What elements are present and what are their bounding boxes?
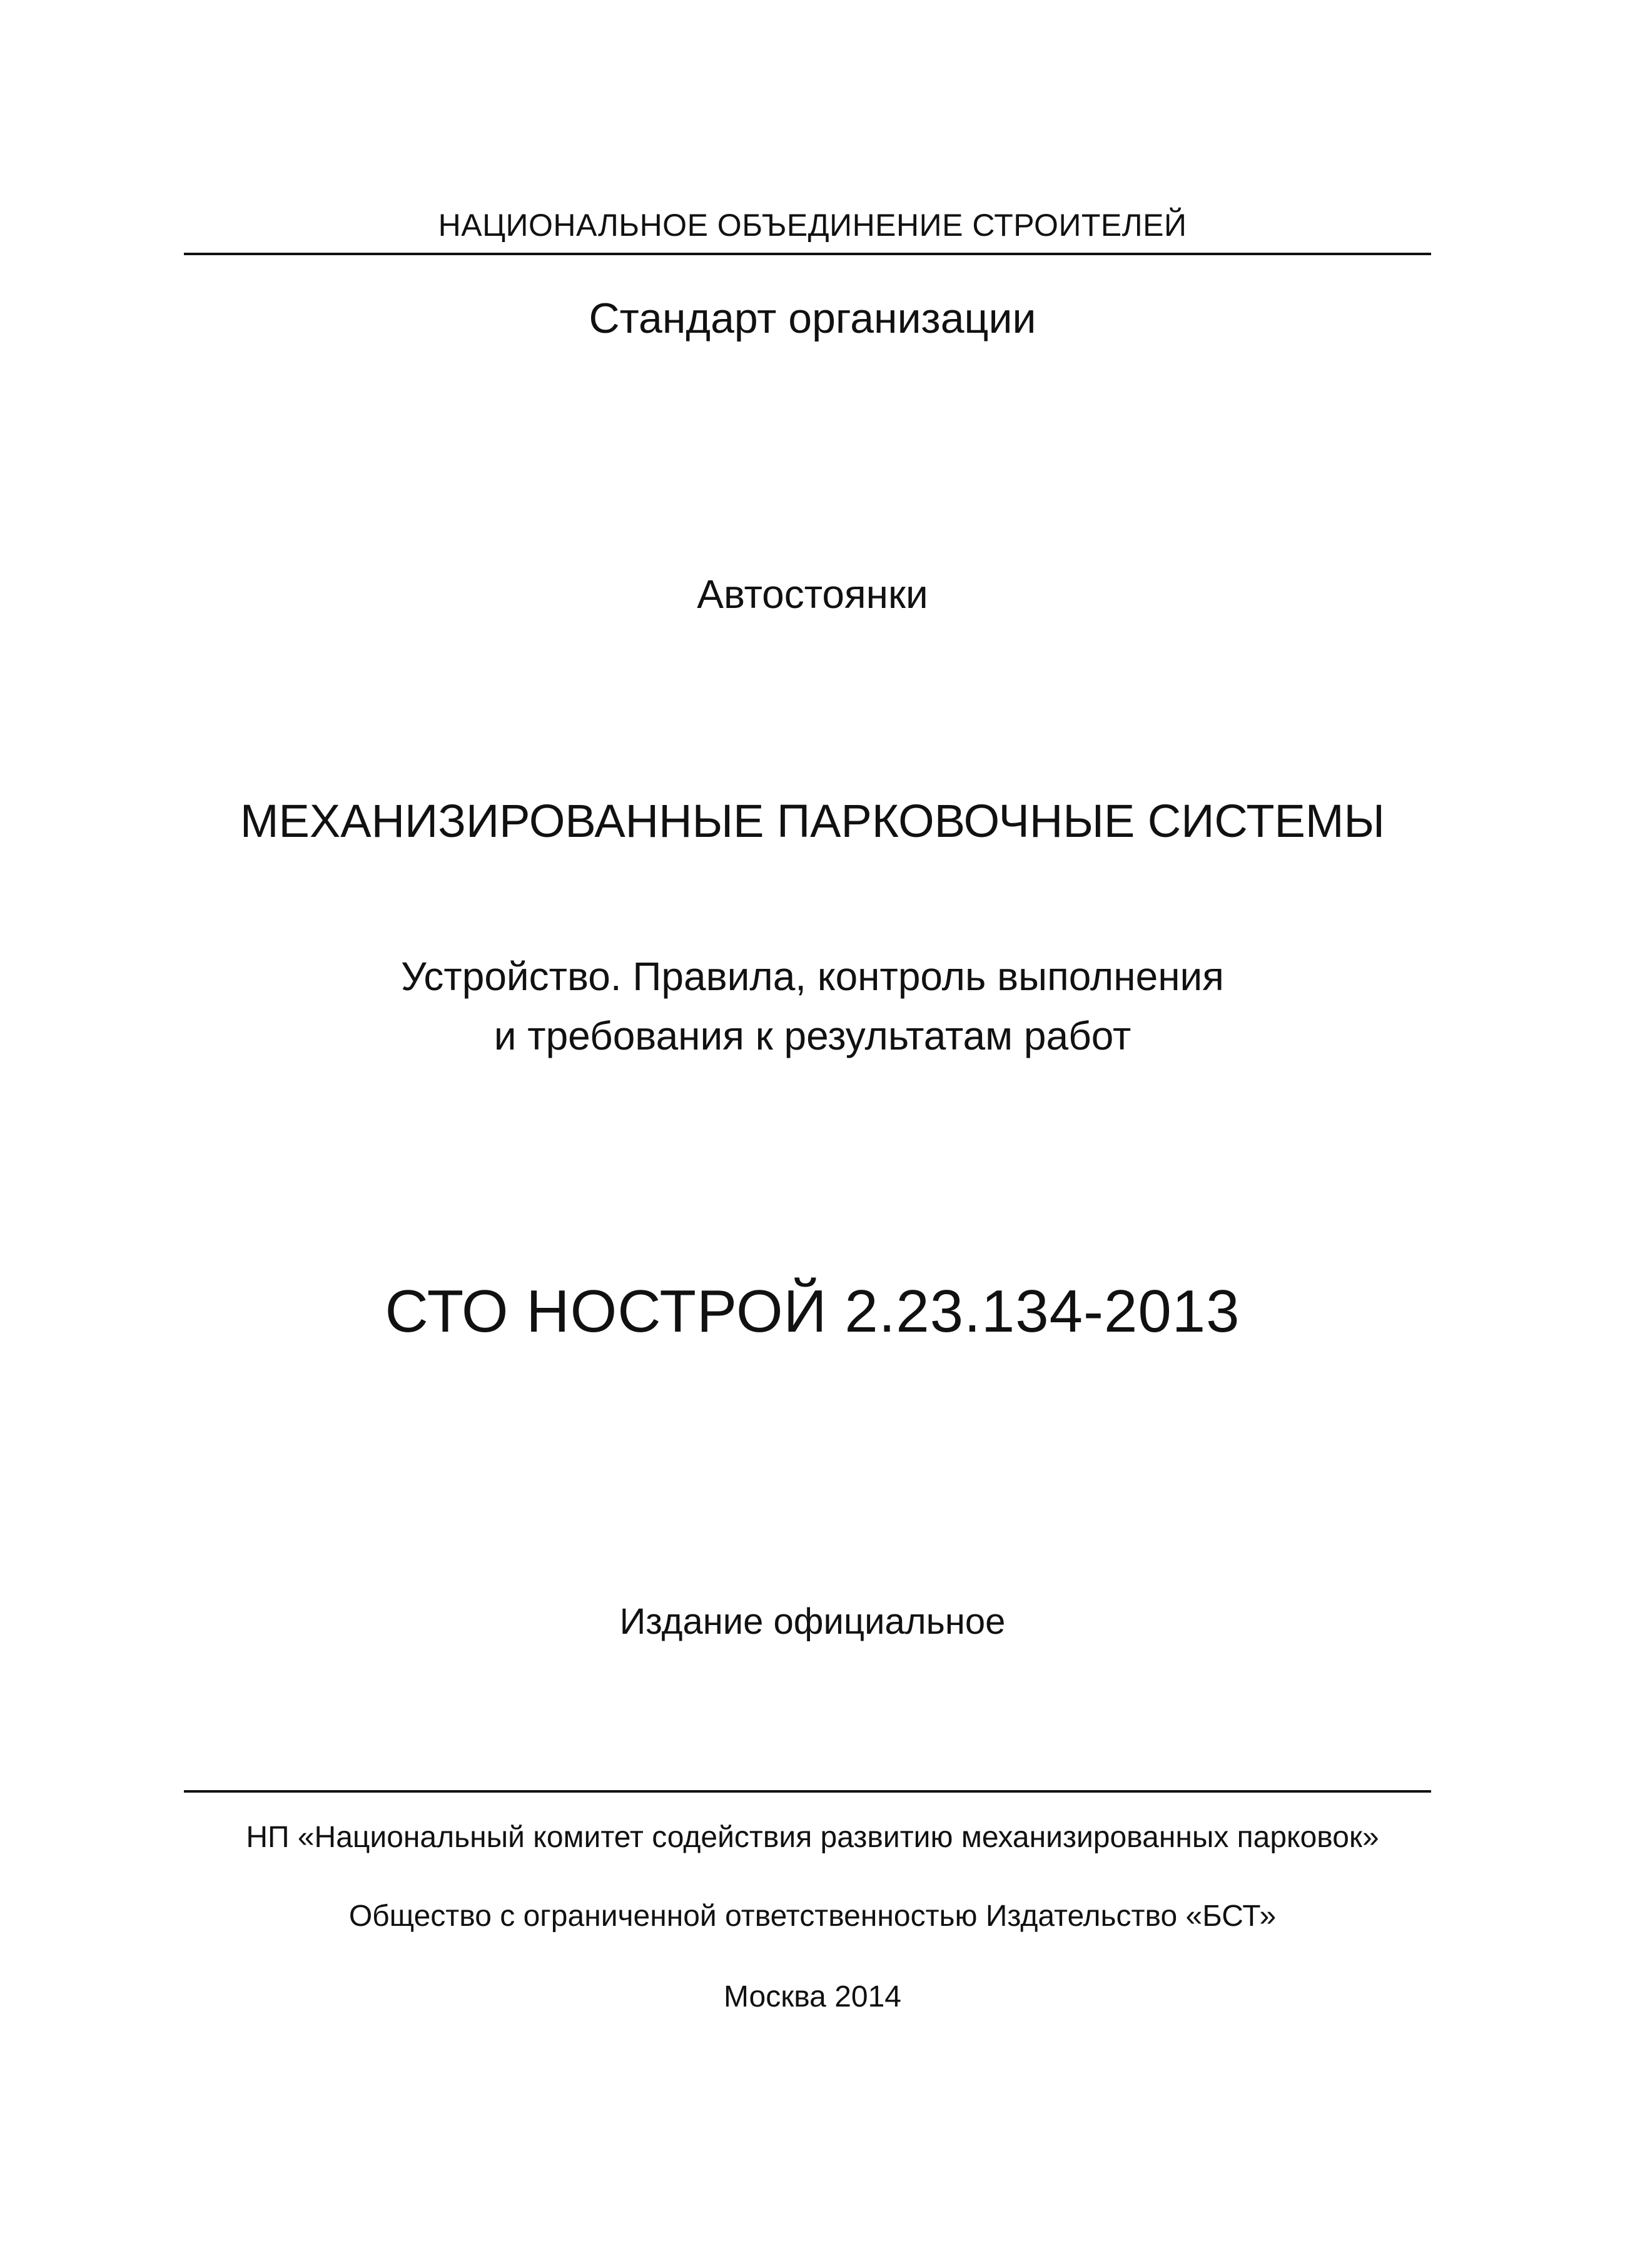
document-subtitle-line-2: и требования к результатам работ xyxy=(494,1013,1131,1058)
document-subtitle-line-1: Устройство. Правила, контроль выполнения xyxy=(401,954,1224,999)
organization-name: НАЦИОНАЛЬНОЕ ОБЪЕДИНЕНИЕ СТРОИТЕЛЕЙ xyxy=(438,208,1187,243)
document-kind: Стандарт организации xyxy=(589,295,1036,342)
document-designation: СТО НОСТРОЙ 2.23.134-2013 xyxy=(385,1278,1240,1345)
city-and-year: Москва 2014 xyxy=(724,1980,901,2013)
header-divider xyxy=(184,253,1431,255)
document-title: МЕХАНИЗИРОВАННЫЕ ПАРКОВОЧНЫЕ СИСТЕМЫ xyxy=(240,795,1385,847)
document-group: Автостоянки xyxy=(697,572,928,617)
edition-label: Издание официальное xyxy=(619,1601,1006,1642)
footer-divider xyxy=(184,1790,1431,1793)
publisher-name: Общество с ограниченной ответственностью Издательство «БСТ» xyxy=(348,1900,1277,1933)
developer-organization: НП «Национальный комитет содействия развитию механизированных парковок» xyxy=(246,1821,1379,1854)
